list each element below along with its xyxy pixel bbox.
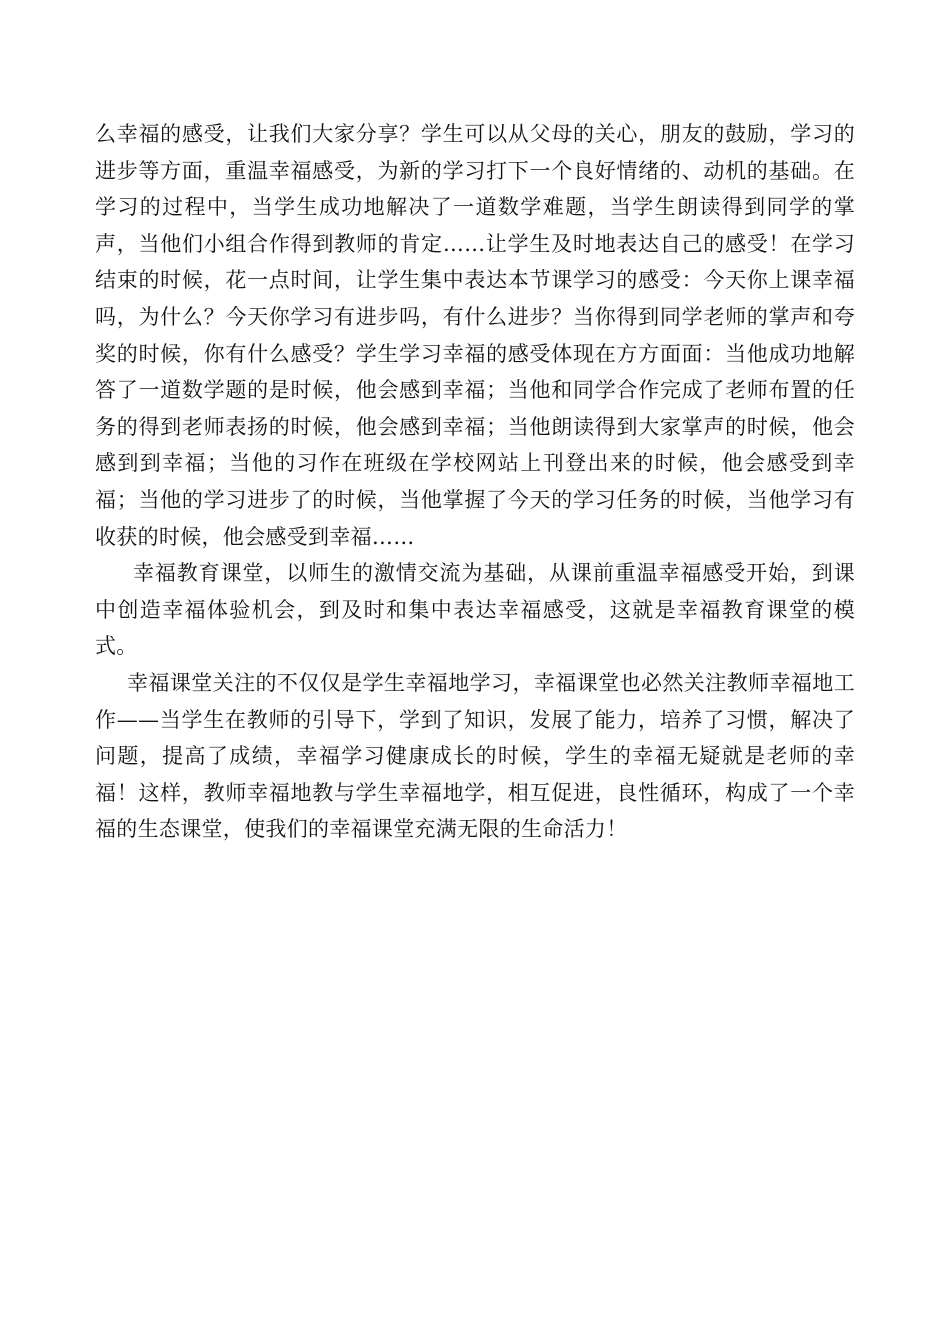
- paragraph-1: 么幸福的感受，让我们大家分享？学生可以从父母的关心，朋友的鼓励，学习的进步等方面，重温幸福感受，为新的学习打下一个良好情绪的、动机的基础。在学习的过程中，当学生成功地解决了一道数学难题，当学生朗读得到同学的掌声，当他们小组合作得到教师的肯定……让学生及时地表达自己的感受！在学习结束的时候，花一点时间，让学生集中表达本节课学习的感受：今天你上课幸福吗，为什么？今天你学习有进步吗，有什么进步？当你得到同学老师的掌声和夸奖的时候，你有什么感受？学生学习幸福的感受体现在方方面面：当他成功地解答了一道数学题的是时候，他会感到幸福；当他和同学合作完成了老师布置的任务的得到老师表扬的时候，他会感到幸福；当他朗读得到大家掌声的时候，他会感到到幸福；当他的习作在班级在学校网站上刊登出来的时候，他会感受到幸福；当他的学习进步了的时候，当他掌握了今天的学习任务的时候，当他学习有收获的时候，他会感受到幸福……: [95, 122, 855, 549]
- paragraph-2: 幸福教育课堂，以师生的激情交流为基础，从课前重温幸福感受开始，到课中创造幸福体验机会，到及时和集中表达幸福感受，这就是幸福教育课堂的模式。: [95, 561, 855, 659]
- document-body: [95, 116, 855, 848]
- paragraph-3: 幸福课堂关注的不仅仅是学生幸福地学习，幸福课堂也必然关注教师幸福地工作——当学生在教师的引导下，学到了知识，发展了能力，培养了习惯，解决了问题，提高了成绩，幸福学习健康成长的时候，学生的幸福无疑就是老师的幸福！这样，教师幸福地教与学生幸福地学，相互促进，良性循环，构成了一个幸福的生态课堂，使我们的幸福课堂充满无限的生命活力！: [95, 670, 855, 842]
